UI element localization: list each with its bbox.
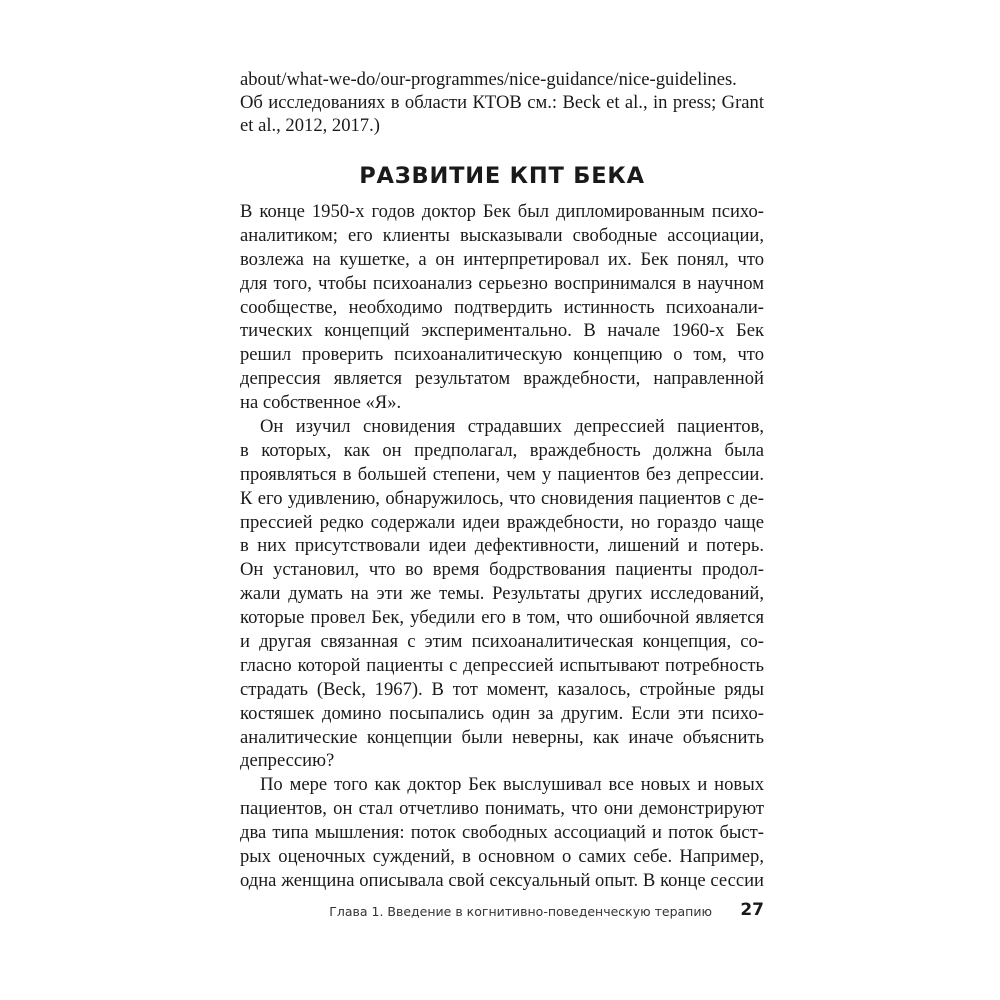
text-line: проявляться в большей степени, чем у пациентов без депрессии. [240, 463, 764, 485]
text-line: сообществе, необходимо подтвердить истинность психоанали- [240, 296, 764, 318]
text-line: По мере того как доктор Бек выслушивал все новых и новых [260, 774, 764, 796]
text-line: которые провел Бек, убедили его в том, что ошибочной является [240, 607, 764, 629]
text-line: К его удивлению, обнаружилось, что сновидения пациентов с де- [240, 487, 764, 509]
continuation-block [240, 68, 764, 137]
running-footer-chapter-title: Глава 1. Введение в когнитивно-поведенческую терапию [329, 904, 712, 919]
section-heading: РАЗВИТИЕ КПТ БЕКА [359, 163, 645, 189]
text-line: прессией редко содержали идеи враждебности, но гораздо чаще [240, 511, 764, 533]
text-line: два типа мышления: поток свободных ассоциаций и поток быст- [240, 822, 764, 844]
text-line: и другая связанная с этим психоаналитическая концепция, со- [240, 631, 764, 653]
text-line: костяшек домино посыпались один за другим. Если эти психо- [240, 702, 764, 724]
text-line: В конце 1950-х годов доктор Бек был дипломированным психо- [240, 201, 764, 222]
text-line: about/what-we-do/our-programmes/nice-guidance/nice-guidelines. [240, 69, 737, 90]
text-line: решил проверить психоаналитическую концепцию о том, что [240, 344, 764, 366]
text-line: в них присутствовали идеи дефективности, лишений и потерь. [240, 535, 764, 557]
text-line: гласно которой пациенты с депрессией испытывают потребность [240, 654, 764, 676]
text-line: для того, чтобы психоанализ серьезно воспринимался в научном [240, 272, 764, 294]
text-line: тических концепций экспериментально. В начале 1960-х Бек [240, 320, 764, 342]
paragraph-2 [240, 415, 764, 773]
text-line: аналитиком; его клиенты высказывали свободные ассоциации, [240, 224, 764, 246]
text-line: Он изучил сновидения страдавших депрессией пациентов, [260, 416, 764, 438]
text-line: в которых, как он предполагал, враждебность должна была [240, 439, 764, 461]
paragraph-1 [240, 200, 764, 415]
text-line: et al., 2012, 2017.) [240, 115, 380, 136]
text-line: Об исследованиях в области КТОВ см.: Beck et al., in press; Grant [240, 92, 764, 113]
text-line: депрессию? [240, 750, 335, 772]
page-footer [240, 900, 764, 924]
text-line: возлежа на кушетке, а он интерпретировал их. Бек понял, что [240, 248, 764, 270]
text-line: рых оценочных суждений, в основном о самих себе. Например, [240, 846, 764, 868]
page-number: 27 [740, 900, 764, 920]
text-line: Он установил, что во время бодрствования пациенты продол- [240, 559, 764, 581]
paragraph-3 [240, 773, 764, 892]
text-line: пациентов, он стал отчетливо понимать, что они демонстрируют [240, 798, 764, 820]
text-line: на собственное «Я». [240, 392, 402, 414]
text-line: аналитические концепции были неверны, как иначе объяснить [240, 726, 764, 748]
text-line: страдать (Beck, 1967). В тот момент, казалось, стройные ряды [240, 678, 764, 700]
text-line: жали думать на эти же темы. Результаты других исследований, [240, 583, 764, 605]
text-line: одна женщина описывала свой сексуальный опыт. В конце сессии [240, 869, 764, 891]
page-content [240, 68, 764, 893]
text-line: депрессия является результатом враждебности, направленной [240, 368, 764, 390]
